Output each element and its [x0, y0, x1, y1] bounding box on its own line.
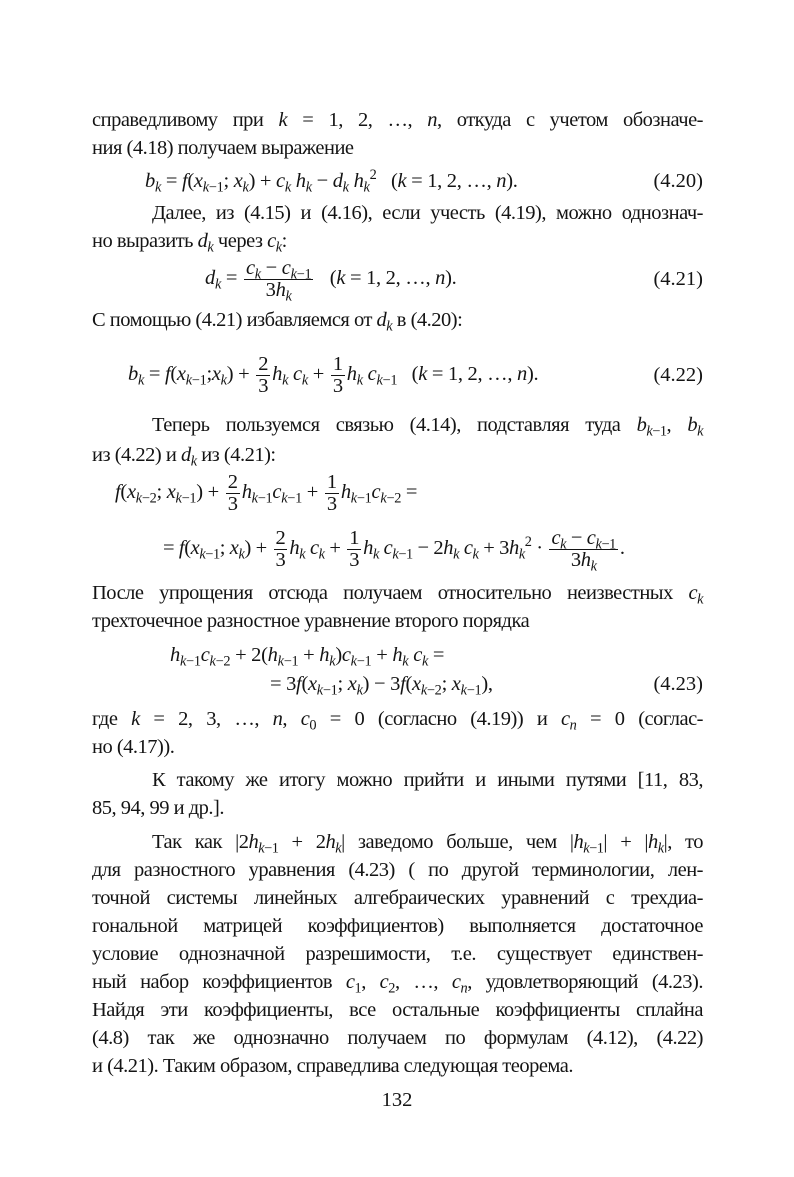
- math-variable: c: [200, 644, 210, 666]
- subscript: [306, 179, 312, 195]
- inline-math: $|2h_{k-1} + 2h_k|$: [235, 831, 345, 857]
- math-variable: n: [496, 170, 507, 192]
- math-variable: k: [380, 490, 387, 506]
- math-variable: h: [363, 536, 373, 559]
- subscript: k−1: [376, 372, 398, 388]
- math-variable: k: [402, 653, 409, 670]
- math-variable: k: [392, 546, 399, 562]
- math-variable: h: [508, 536, 519, 559]
- fraction: [244, 256, 313, 304]
- fraction: [549, 526, 617, 574]
- subscript: k−1: [460, 682, 482, 699]
- math-variable: k: [329, 653, 336, 670]
- subscript: [221, 372, 227, 388]
- subscript: [357, 682, 363, 698]
- math-variable: c: [379, 971, 389, 993]
- math-variable: c: [451, 971, 461, 993]
- fraction-numerator: $c_k - c_{k-1}$: [245, 256, 312, 282]
- math-variable: c: [586, 526, 596, 549]
- fraction: [331, 354, 345, 397]
- math-variable: b: [145, 170, 155, 192]
- math-variable: k: [335, 840, 342, 857]
- inline-math: $b_k = f(x_{k-1}$; $x_k) + c_k$ $h_k - d_k$ $h_k^2$ (k = 1, 2, …, n).: [145, 167, 518, 196]
- fraction-numerator: 1: [326, 470, 337, 493]
- subscript: [570, 717, 577, 733]
- math-variable: d: [180, 444, 191, 466]
- math-variable: k: [277, 653, 284, 670]
- math-variable: n: [460, 980, 468, 997]
- math-variable: k: [190, 453, 197, 470]
- math-variable: x: [193, 170, 203, 192]
- text-line: но выразить $d_k$ через $c_k$:: [92, 230, 287, 256]
- subscript: k−2: [209, 653, 231, 670]
- math-variable: k: [285, 287, 292, 304]
- math-variable: k: [356, 372, 363, 388]
- subscript: [697, 591, 703, 607]
- subscript: [285, 179, 291, 195]
- subscript: k−1: [277, 653, 299, 670]
- math-variable: k: [238, 546, 245, 562]
- subscript: k−1: [583, 840, 604, 857]
- subscript: 2: [388, 980, 395, 997]
- math-variable: k: [284, 179, 291, 196]
- inline-math: [267, 230, 282, 256]
- math-variable: h: [272, 362, 283, 385]
- text-line: Теперь пользуемся связью (4.14), подставляя туда $b_{k-1}$, $b_k$: [152, 414, 704, 440]
- math-variable: f: [181, 170, 188, 192]
- math-variable: k: [202, 179, 209, 196]
- math-variable: k: [214, 276, 222, 292]
- math-variable: x: [190, 536, 200, 559]
- fraction: [226, 472, 240, 515]
- math-variable: b: [636, 414, 647, 436]
- subscript: k−1: [202, 179, 224, 196]
- math-variable: x: [347, 673, 357, 695]
- math-variable: x: [307, 673, 317, 695]
- subscript: [239, 546, 245, 562]
- equation-4-22: [128, 348, 538, 402]
- subscript: [658, 840, 664, 856]
- text-line: для разностного уравнения (4.23) ( по другой терминологии, лен-: [92, 859, 703, 881]
- math-variable: k: [595, 535, 602, 552]
- math-variable: k: [646, 423, 653, 440]
- math-variable: k: [460, 682, 467, 699]
- equation-formula: [145, 167, 518, 195]
- math-variable: k: [420, 682, 427, 699]
- math-variable: k: [590, 557, 597, 574]
- fraction: [325, 472, 339, 515]
- math-variable: c: [371, 480, 381, 503]
- math-variable: k: [372, 546, 379, 562]
- math-variable: k: [350, 490, 357, 506]
- math-variable: h: [580, 548, 591, 571]
- math-variable: k: [209, 653, 216, 670]
- subscript: [343, 179, 349, 195]
- math-variable: k: [453, 546, 460, 562]
- equation-substitution-line-1: [115, 466, 417, 520]
- math-variable: b: [687, 414, 698, 436]
- text-line: трехточечное разностное уравнение второго порядка: [92, 610, 530, 632]
- math-variable: d: [332, 170, 343, 192]
- subscript: k−1: [258, 840, 279, 857]
- math-variable: x: [126, 480, 136, 503]
- math-variable: k: [386, 318, 393, 335]
- inline-math: $f(x_{k-2}$; $x_{k-1}$) + $\frac{2}{3}$ $h_{k-1}c_{k-1}$ + $\frac{1}{3}$ $h_{k-1}c_{k-2}$ =: [115, 470, 418, 515]
- subscript: k−1: [290, 265, 312, 282]
- math-variable: c: [383, 536, 393, 559]
- inline-math: $d_k$ = $\frac{c_k - c_{k-1}}{3h_k}$ (k = 1, 2, …, n).: [205, 256, 457, 304]
- text-line: (4.8) так же однозначно получаем по формулам (4.12), (4.22): [92, 1027, 703, 1049]
- text-line: После упрощения отсюда получаем относительно неизвестных $c_k$: [92, 582, 703, 608]
- subscript: [286, 288, 292, 304]
- superscript: 2: [524, 533, 532, 550]
- equation-number: (4.20): [653, 170, 703, 192]
- fraction-numerator: 1: [349, 526, 360, 549]
- inline-math: k = 1, 2, …, n: [278, 109, 437, 131]
- math-variable: k: [560, 535, 567, 552]
- math-variable: f: [400, 673, 406, 695]
- math-variable: c: [293, 362, 302, 385]
- subscript: [591, 558, 597, 574]
- math-variable: c: [561, 708, 570, 730]
- subscript: k−1: [350, 490, 372, 506]
- equation-formula: [205, 256, 457, 304]
- math-variable: h: [295, 170, 306, 192]
- subscript: [319, 546, 325, 562]
- math-variable: f: [115, 480, 121, 503]
- subscript: [299, 546, 305, 562]
- subscript: k−1: [185, 372, 207, 388]
- math-variable: f: [296, 673, 302, 695]
- math-variable: k: [278, 109, 288, 131]
- equation-number: (4.22): [653, 364, 703, 386]
- math-variable: k: [356, 682, 363, 699]
- text-line: условие однозначной разрешимости, т.е. существует единствен-: [92, 943, 703, 965]
- inline-math: $|h_{k-1}| + |h_k|$: [569, 831, 668, 857]
- math-variable: n: [272, 708, 283, 730]
- subscript: [386, 318, 392, 334]
- inline-math: $c_0 = 0$: [300, 708, 365, 734]
- math-variable: c: [345, 971, 355, 993]
- equation-substitution-line-2: [163, 522, 625, 576]
- subscript: [302, 372, 308, 388]
- math-variable: d: [197, 230, 208, 252]
- math-variable: n: [517, 362, 527, 385]
- math-variable: k: [135, 490, 142, 506]
- inline-math: [379, 971, 395, 997]
- math-variable: k: [305, 179, 312, 196]
- subscript: [335, 840, 341, 856]
- math-variable: k: [251, 490, 258, 506]
- math-variable: h: [248, 831, 259, 853]
- math-variable: k: [657, 840, 664, 857]
- math-variable: k: [342, 179, 349, 196]
- fraction-denominator: 3: [227, 492, 238, 515]
- equation-4-23-line-2: [270, 657, 493, 711]
- inline-math: $b_k$ = $f(x_{k-1};x_k)$ + $\frac{2}{3}$ $h_k$ $c_k$ + $\frac{1}{3}$ $h_k$ $c_{k-1}$ (k = 1, 2, …, n).: [128, 352, 539, 397]
- subscript: k−2: [380, 490, 402, 506]
- math-variable: k: [376, 372, 383, 388]
- subscript: [461, 980, 468, 996]
- math-variable: k: [154, 179, 162, 196]
- equation-formula: [163, 526, 625, 574]
- math-variable: n: [569, 717, 577, 734]
- text-line: из (4.22) и $d_k$ из (4.21):: [92, 444, 276, 470]
- text-line: ния (4.18) получаем выражение: [92, 137, 354, 159]
- math-variable: x: [229, 536, 239, 559]
- math-variable: n: [435, 266, 446, 289]
- math-variable: h: [353, 170, 364, 192]
- fraction-numerator: 2: [258, 352, 269, 375]
- math-variable: d: [376, 309, 387, 331]
- math-variable: k: [207, 239, 214, 256]
- equation-number: (4.23): [653, 673, 703, 695]
- superscript: 2: [369, 167, 377, 184]
- math-variable: h: [319, 644, 330, 666]
- math-variable: h: [241, 480, 252, 503]
- subscript: k−1: [646, 423, 667, 440]
- math-variable: h: [340, 480, 351, 503]
- math-variable: x: [166, 480, 176, 503]
- math-variable: k: [281, 490, 288, 506]
- subscript: k−1: [251, 490, 273, 506]
- math-variable: h: [325, 831, 336, 853]
- math-variable: k: [131, 708, 140, 730]
- text-line: Так как $|2h_{k-1} + 2h_k|$ заведомо больше, чем $|h_{k-1}| + |h_k|$, то: [152, 831, 703, 857]
- math-variable: c: [267, 230, 276, 252]
- math-variable: h: [392, 644, 403, 666]
- fraction-denominator: 3: [332, 374, 343, 397]
- math-variable: c: [276, 170, 285, 192]
- math-variable: c: [281, 256, 291, 279]
- math-variable: c: [300, 708, 310, 730]
- equation-formula: [128, 354, 538, 397]
- math-variable: c: [245, 256, 255, 279]
- math-variable: h: [573, 831, 584, 853]
- subscript: k−1: [316, 682, 338, 699]
- subscript: [473, 546, 479, 562]
- fraction-denominator: $3h_k$: [570, 548, 597, 574]
- equation-4-21: [205, 252, 456, 306]
- math-variable: k: [175, 490, 182, 506]
- subscript: 0: [309, 717, 317, 734]
- text-line: С помощью (4.21) избавляемся от $d_k$ в (4.20):: [92, 309, 463, 335]
- math-variable: x: [412, 673, 421, 695]
- fraction-denominator: 3: [275, 548, 286, 571]
- math-variable: c: [688, 582, 698, 604]
- math-variable: k: [472, 546, 479, 562]
- math-variable: c: [367, 362, 377, 385]
- subscript: [255, 266, 261, 282]
- math-variable: c: [341, 644, 351, 666]
- inline-math: [376, 309, 393, 335]
- inline-math: [197, 230, 214, 256]
- text-line: где k = 2, 3, …, n, $c_0 = 0$ (согласно (4.19)) и $c_n = 0$ (соглас-: [92, 708, 704, 734]
- inline-math: [688, 582, 703, 608]
- text-line: 85, 94, 99 и др.].: [92, 797, 224, 819]
- math-variable: d: [205, 266, 215, 289]
- math-variable: k: [179, 653, 187, 670]
- inline-math: [345, 971, 362, 997]
- math-variable: x: [233, 170, 243, 192]
- math-variable: k: [258, 840, 265, 857]
- math-variable: x: [176, 362, 186, 385]
- equation-formula: [270, 670, 493, 698]
- math-variable: c: [463, 536, 473, 559]
- math-variable: h: [267, 644, 278, 666]
- subscript: [560, 536, 566, 552]
- inline-math: [180, 444, 197, 470]
- fraction-numerator: 2: [275, 526, 286, 549]
- math-variable: k: [316, 682, 323, 699]
- math-variable: h: [275, 278, 286, 301]
- fraction: [347, 528, 361, 571]
- subscript: 1: [354, 980, 362, 997]
- math-variable: k: [282, 372, 289, 388]
- subscript: [155, 179, 161, 195]
- math-variable: k: [318, 546, 325, 562]
- inline-math: [451, 971, 468, 997]
- fraction-denominator: 3: [349, 548, 360, 571]
- inline-math: [687, 414, 704, 440]
- math-variable: c: [551, 526, 561, 549]
- math-variable: h: [289, 536, 300, 559]
- subscript: k−2: [420, 682, 442, 699]
- inline-math: $h_{k-1}c_{k-2} + 2(h_{k-1} + h_k)c_{k-1} + h_k$ $c_k$ =: [170, 644, 445, 670]
- inline-math: $c_n = 0$: [561, 708, 625, 734]
- equation-number: (4.21): [653, 268, 703, 290]
- text-line: но (4.17)).: [92, 736, 175, 758]
- subscript: [357, 372, 363, 388]
- math-variable: x: [451, 673, 461, 695]
- text-line: К такому же итогу можно прийти и иными путями [11, 83,: [152, 769, 703, 791]
- math-variable: h: [170, 644, 180, 666]
- math-variable: n: [427, 109, 437, 131]
- math-variable: k: [697, 591, 703, 608]
- math-variable: k: [301, 372, 308, 388]
- text-line: точной системы линейных алгебраических уравнений с трехдиа-: [92, 887, 703, 909]
- subscript: k−1: [179, 653, 201, 670]
- math-variable: k: [336, 266, 346, 289]
- subscript: [243, 179, 249, 195]
- subscript: [215, 276, 221, 292]
- text-line: и (4.21). Таким образом, справедлива следующая теорема.: [92, 1055, 573, 1077]
- fraction-denominator: 3: [258, 374, 269, 397]
- subscript: k−1: [595, 535, 616, 552]
- math-variable: k: [290, 265, 297, 282]
- subscript: [138, 372, 144, 388]
- fraction-denominator: $3h_k$: [265, 278, 292, 304]
- subscript: k−1: [175, 490, 197, 506]
- text-line: гональной матрицей коэффициентов) выполняется достаточное: [92, 915, 703, 937]
- text-line: Найдя эти коэффициенты, все остальные коэффициенты сплайна: [92, 999, 703, 1021]
- math-variable: x: [211, 362, 221, 385]
- fraction: [274, 528, 288, 571]
- math-variable: k: [275, 239, 282, 256]
- math-variable: k: [583, 840, 590, 857]
- equation-formula: [115, 472, 417, 515]
- math-variable: f: [178, 536, 185, 559]
- math-variable: k: [220, 372, 227, 388]
- math-variable: k: [363, 179, 370, 196]
- math-variable: k: [422, 653, 429, 670]
- text-line: справедливому при k = 1, 2, …, n, откуда с учетом обозначе-: [92, 109, 703, 131]
- inline-math: k = 2, 3, …, n: [131, 708, 283, 730]
- math-variable: k: [254, 265, 261, 282]
- fraction-numerator: $c_k - c_{k-1}$: [551, 526, 616, 552]
- subscript: [453, 546, 459, 562]
- inline-math: = $3f(x_{k-1}$; $x_k) - 3f(x_{k-2}$; $x_{k-1}$),: [270, 673, 493, 699]
- subscript: [373, 546, 379, 562]
- subscript: k−1: [199, 546, 220, 562]
- text-line: ный набор коэффициентов $c_1$, $c_2$, …, $c_n$, удовлетворяющий (4.23).: [92, 971, 704, 997]
- math-variable: h: [443, 536, 454, 559]
- subscript: k−1: [350, 653, 372, 670]
- math-variable: c: [309, 536, 319, 559]
- math-variable: k: [137, 372, 145, 388]
- inline-math: [636, 414, 667, 440]
- inline-math: = $f(x_{k-1}$; $x_k$) + $\frac{2}{3}$ $h_k$ $c_k$ + $\frac{1}{3}$ $h_k$ $c_{k-1} - 2h_k$ $c_k + 3h_k^2$ · $\frac{c_k - c_{k-1}}{3h_k}$ .: [163, 526, 625, 574]
- subscript: k−1: [281, 490, 302, 506]
- math-variable: k: [350, 653, 357, 670]
- page-number: 132: [381, 1089, 413, 1111]
- subscript: k−1: [392, 546, 413, 562]
- math-variable: f: [164, 362, 171, 385]
- math-variable: c: [413, 644, 422, 666]
- math-variable: k: [299, 546, 306, 562]
- math-variable: h: [346, 362, 357, 385]
- fraction-numerator: 2: [227, 470, 238, 493]
- fraction-numerator: 1: [332, 352, 343, 375]
- math-variable: k: [199, 546, 206, 562]
- fraction-denominator: 3: [326, 492, 337, 515]
- fraction: [256, 354, 270, 397]
- math-variable: k: [242, 179, 249, 196]
- math-variable: h: [648, 831, 658, 853]
- subscript: [697, 423, 703, 439]
- math-variable: c: [272, 480, 282, 503]
- text-line: Далее, из (4.15) и (4.16), если учесть (4.19), можно однознач-: [152, 202, 703, 224]
- math-variable: k: [185, 372, 192, 388]
- math-variable: k: [418, 362, 428, 385]
- math-variable: k: [397, 170, 407, 192]
- subscript: [282, 372, 288, 388]
- math-variable: b: [128, 362, 138, 385]
- subscript: k−2: [135, 490, 157, 506]
- math-variable: k: [697, 423, 704, 440]
- math-variable: k: [518, 546, 525, 562]
